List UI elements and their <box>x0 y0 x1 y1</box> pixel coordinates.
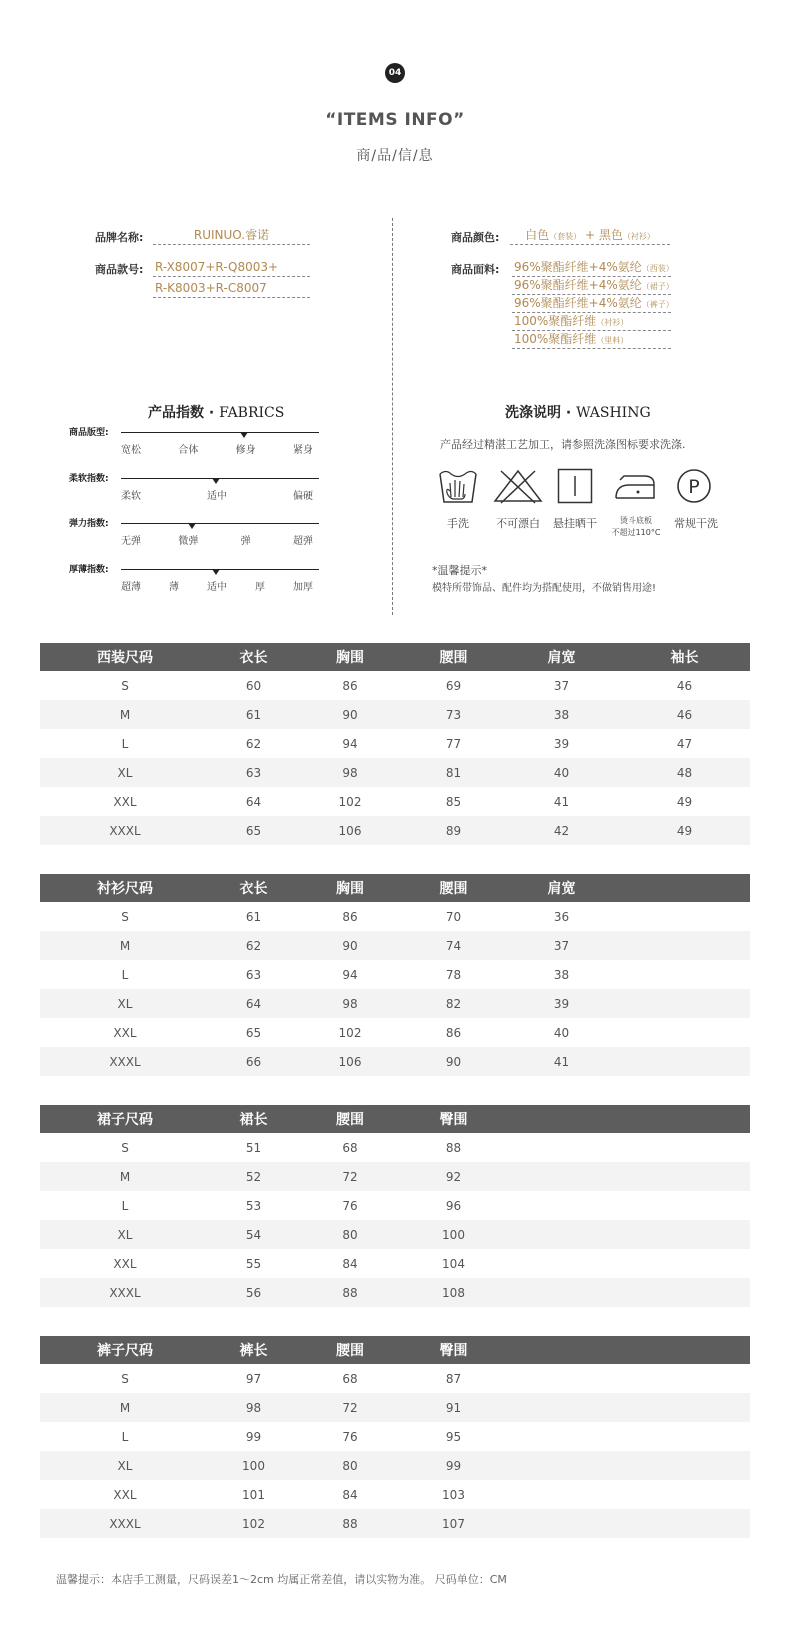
table-cell <box>619 1162 750 1191</box>
fabric-item: 96%聚酯纤维+4%氨纶（裙子） <box>512 277 671 295</box>
table-cell: 92 <box>403 1162 504 1191</box>
color-note-shirt: （衬衫） <box>622 232 655 241</box>
table-cell: 63 <box>210 758 297 787</box>
scale-marker-icon <box>240 432 248 438</box>
vertical-divider <box>392 218 393 615</box>
svg-text:P: P <box>688 476 700 498</box>
table-header-cell <box>619 1336 750 1364</box>
scale-tick-label: 微弹 <box>178 536 199 547</box>
table-cell: 98 <box>297 989 403 1018</box>
table-row <box>40 1220 750 1249</box>
table-cell: 90 <box>403 1047 504 1076</box>
table-cell: 96 <box>445 1198 462 1213</box>
size-table <box>40 1336 750 1538</box>
table-cell: 63 <box>245 967 262 982</box>
dry-clean-icon <box>676 468 712 504</box>
scale-marker-icon <box>212 478 220 484</box>
table-cell: XL <box>40 989 210 1018</box>
table-cell: 61 <box>210 700 297 729</box>
table-cell: 103 <box>442 1487 465 1502</box>
page-title: “ITEMS INFO” <box>325 110 465 130</box>
table-cell: 37 <box>504 931 619 960</box>
table-row <box>40 758 750 787</box>
table-cell: 106 <box>297 816 403 845</box>
table-cell: 65 <box>210 816 297 845</box>
table-header-cell: 衣长 <box>210 874 297 902</box>
table-cell: 104 <box>442 1256 465 1271</box>
scale-line <box>121 432 319 433</box>
table-cell: 48 <box>619 758 750 787</box>
table-row <box>40 931 750 960</box>
table-cell: 51 <box>245 1140 262 1155</box>
table-header-cell: 腰围 <box>403 643 504 671</box>
table-row <box>40 729 750 758</box>
scale-tick-label: 偏硬 <box>293 491 313 502</box>
table-cell: 53 <box>245 1198 262 1213</box>
table-row <box>40 1047 750 1076</box>
table-cell: 56 <box>210 1278 297 1307</box>
table-cell: 41 <box>553 794 570 809</box>
table-cell: 100 <box>210 1451 297 1480</box>
table-cell: M <box>40 700 210 729</box>
table-cell <box>504 1249 619 1278</box>
scale-tick-label: 适中 <box>207 582 227 593</box>
table-cell: 106 <box>297 1047 403 1076</box>
table-header-cell: 胸围 <box>297 643 403 671</box>
table-cell: 88 <box>445 1140 462 1155</box>
table-header-cell: 西装尺码 <box>40 643 210 671</box>
table-cell: XXL <box>113 1256 137 1271</box>
table-cell: 99 <box>403 1451 504 1480</box>
table-cell: 38 <box>504 700 619 729</box>
table-cell: 90 <box>297 931 403 960</box>
scale-tick-label: 加厚 <box>293 582 313 593</box>
color-plus: + <box>584 228 596 242</box>
code-value-line1: R-X8007+R-Q8003+ <box>153 259 310 277</box>
tip-text: 模特所带饰品、配件均为搭配使用，不做销售用途! <box>432 583 657 594</box>
table-cell: XXL <box>113 794 137 809</box>
table-cell <box>619 1451 750 1480</box>
code-label: 商品款号: <box>95 263 144 276</box>
table-cell: 77 <box>445 736 462 751</box>
table-cell: S <box>121 678 129 693</box>
hand-wash-icon <box>437 469 479 505</box>
table-header-cell: 裤长 <box>210 1336 297 1364</box>
no-bleach-label: 不可漂白 <box>496 517 540 530</box>
iron-icon <box>612 470 658 502</box>
iron-label: 烫斗底板 不超过110°C <box>611 516 661 537</box>
table-header-cell: 肩宽 <box>504 874 619 902</box>
table-cell: 49 <box>676 794 693 809</box>
table-cell: 47 <box>676 736 693 751</box>
size-table <box>40 1105 750 1307</box>
table-cell: 107 <box>403 1509 504 1538</box>
table-cell <box>504 1480 619 1509</box>
table-row <box>40 1509 750 1538</box>
table-header-cell: 裙子尺码 <box>40 1105 210 1133</box>
table-cell: XL <box>40 758 210 787</box>
table-cell: 99 <box>245 1429 262 1444</box>
table-cell: 98 <box>297 758 403 787</box>
size-table <box>40 874 750 1076</box>
table-cell: 73 <box>403 700 504 729</box>
color-value-black: 黑色 <box>598 228 623 242</box>
scale-tick-label: 厚 <box>255 582 265 593</box>
table-cell <box>504 1393 619 1422</box>
scale-tick-label: 超弹 <box>293 536 313 547</box>
table-cell <box>619 1422 750 1451</box>
table-cell: 89 <box>403 816 504 845</box>
table-cell: 108 <box>403 1278 504 1307</box>
table-cell: 97 <box>245 1371 262 1386</box>
table-header-row <box>40 643 750 671</box>
table-cell: 40 <box>553 1025 570 1040</box>
scale-line <box>121 523 319 524</box>
table-cell: 94 <box>342 736 358 751</box>
code-value-line2: R-K8003+R-C8007 <box>153 280 310 298</box>
table-cell <box>619 1133 750 1162</box>
table-cell: 60 <box>245 678 262 693</box>
table-row <box>40 1480 750 1509</box>
table-cell: 55 <box>245 1256 262 1271</box>
table-cell: 102 <box>210 1509 297 1538</box>
table-header-cell: 裤子尺码 <box>40 1336 210 1364</box>
table-header-cell: 腰围 <box>403 874 504 902</box>
table-cell: S <box>121 1140 129 1155</box>
table-cell: 39 <box>553 736 570 751</box>
table-row <box>40 960 750 989</box>
scale-label: 厚薄指数: <box>69 565 109 575</box>
brand-value: RUINUO.睿诺 <box>153 227 310 245</box>
scale-tick-label: 柔软 <box>121 491 141 502</box>
table-cell <box>504 1451 619 1480</box>
table-cell: XL <box>40 1451 210 1480</box>
table-cell <box>619 1509 750 1538</box>
table-cell: L <box>121 1429 129 1444</box>
table-row <box>40 1278 750 1307</box>
table-cell: M <box>40 1393 210 1422</box>
table-row <box>40 700 750 729</box>
table-cell: 86 <box>342 678 358 693</box>
table-row <box>40 816 750 845</box>
table-cell: XXL <box>113 1025 137 1040</box>
table-cell <box>619 1480 750 1509</box>
table-cell: 94 <box>342 967 358 982</box>
table-cell: 82 <box>403 989 504 1018</box>
table-header-cell <box>619 1105 750 1133</box>
table-cell: 84 <box>342 1256 358 1271</box>
table-header-cell: 腰围 <box>297 1336 403 1364</box>
table-cell: S <box>121 1371 129 1386</box>
scale-tick-label: 紧身 <box>293 445 313 456</box>
table-cell: 102 <box>338 1025 362 1040</box>
washing-title: 洗涤说明 · WASHING <box>505 405 651 421</box>
table-cell <box>619 1047 750 1076</box>
table-cell: 62 <box>245 736 262 751</box>
fabrics-title: 产品指数 · FABRICS <box>148 405 285 421</box>
table-cell <box>619 902 750 931</box>
table-cell: 65 <box>245 1025 262 1040</box>
table-cell: 62 <box>210 931 297 960</box>
table-cell <box>619 931 750 960</box>
table-cell: 100 <box>403 1220 504 1249</box>
table-cell: 64 <box>245 794 262 809</box>
table-cell: 74 <box>403 931 504 960</box>
table-cell <box>619 960 750 989</box>
table-cell: 84 <box>342 1487 358 1502</box>
table-cell: L <box>121 967 129 982</box>
table-row <box>40 1018 750 1047</box>
hang-dry-icon <box>557 468 593 504</box>
scale-label: 弹力指数: <box>69 519 109 529</box>
table-cell <box>619 1220 750 1249</box>
table-cell <box>504 1191 619 1220</box>
scale-tick-label: 薄 <box>169 582 179 593</box>
hand-wash-label: 手洗 <box>447 517 469 530</box>
table-cell: 68 <box>342 1371 358 1386</box>
table-row <box>40 671 750 700</box>
fabric-item: 96%聚酯纤维+4%氨纶（裤子） <box>512 295 671 313</box>
table-cell: 98 <box>210 1393 297 1422</box>
brand-label: 品牌名称: <box>95 231 144 244</box>
table-row <box>40 1422 750 1451</box>
table-row <box>40 1191 750 1220</box>
table-row <box>40 787 750 816</box>
tip-title: *温馨提示* <box>432 564 487 577</box>
table-cell: 49 <box>619 816 750 845</box>
table-cell: 91 <box>403 1393 504 1422</box>
table-cell: XXL <box>113 1487 137 1502</box>
table-cell: 86 <box>445 1025 462 1040</box>
table-header-cell: 裙长 <box>210 1105 297 1133</box>
table-header-row <box>40 874 750 902</box>
table-cell: 37 <box>553 678 570 693</box>
table-cell: 68 <box>342 1140 358 1155</box>
table-cell: 54 <box>210 1220 297 1249</box>
table-row <box>40 1249 750 1278</box>
table-header-cell: 腰围 <box>297 1105 403 1133</box>
table-cell: 46 <box>619 700 750 729</box>
table-row <box>40 902 750 931</box>
scale-label: 柔软指数: <box>69 474 109 484</box>
table-cell <box>504 1278 619 1307</box>
scale-tick-label: 宽松 <box>121 445 141 456</box>
table-cell: 101 <box>242 1487 265 1502</box>
table-cell: 85 <box>445 794 462 809</box>
table-cell: XXXL <box>40 816 210 845</box>
table-cell <box>619 1249 750 1278</box>
table-cell: 72 <box>297 1162 403 1191</box>
table-cell: 39 <box>504 989 619 1018</box>
table-cell: XXXL <box>40 1047 210 1076</box>
table-cell: 69 <box>445 678 462 693</box>
table-cell <box>619 1278 750 1307</box>
table-row <box>40 1133 750 1162</box>
scale-tick-label: 适中 <box>207 491 227 502</box>
table-row <box>40 1162 750 1191</box>
table-cell: 87 <box>445 1371 462 1386</box>
table-cell: L <box>121 1198 129 1213</box>
table-cell <box>619 1018 750 1047</box>
table-cell: 40 <box>504 758 619 787</box>
table-cell: XXXL <box>40 1509 210 1538</box>
table-header-row <box>40 1105 750 1133</box>
table-header-cell: 衬衫尺码 <box>40 874 210 902</box>
fabric-item: 100%聚酯纤维（衬衫） <box>512 313 671 331</box>
table-header-cell <box>619 874 750 902</box>
scale-marker-icon <box>212 569 220 575</box>
hang-dry-label: 悬挂晒干 <box>553 517 597 530</box>
table-cell <box>504 1162 619 1191</box>
size-table <box>40 643 750 845</box>
table-cell: 72 <box>297 1393 403 1422</box>
table-row <box>40 1393 750 1422</box>
no-bleach-icon <box>492 468 544 504</box>
table-cell <box>504 1509 619 1538</box>
color-value-white: 白色 <box>525 228 550 242</box>
scale-marker-icon <box>188 523 196 529</box>
table-cell: M <box>40 1162 210 1191</box>
fabric-item: 100%聚酯纤维（里料） <box>512 331 671 349</box>
table-cell <box>504 1220 619 1249</box>
table-row <box>40 1364 750 1393</box>
table-cell: M <box>40 931 210 960</box>
scale-tick-label: 超薄 <box>121 582 141 593</box>
table-row <box>40 1451 750 1480</box>
table-cell: XL <box>40 1220 210 1249</box>
table-cell: 76 <box>342 1198 358 1213</box>
table-cell: XXXL <box>40 1278 210 1307</box>
scale-tick-label: 弹 <box>240 536 251 547</box>
table-cell: L <box>121 736 129 751</box>
table-cell: 102 <box>338 794 362 809</box>
table-cell: 38 <box>553 967 570 982</box>
table-cell <box>619 989 750 1018</box>
table-header-row <box>40 1336 750 1364</box>
scale-tick-label: 无弹 <box>121 536 141 547</box>
dry-clean-label: 常规干洗 <box>674 517 718 530</box>
table-cell: 86 <box>342 909 358 924</box>
table-cell: 80 <box>297 1451 403 1480</box>
table-cell <box>619 1191 750 1220</box>
footer-note: 温馨提示：本店手工测量，尺码误差1～2cm 均属正常差值，请以实物为准。 尺码单位：CM <box>56 1573 507 1586</box>
table-cell <box>504 1364 619 1393</box>
table-cell: 81 <box>403 758 504 787</box>
page-subtitle: 商/品/信/息 <box>356 148 434 164</box>
table-cell: 61 <box>245 909 262 924</box>
scale-tick-label: 修身 <box>235 445 256 456</box>
washing-description: 产品经过精湛工艺加工，请参照洗涤图标要求洗涤. <box>440 438 686 451</box>
table-cell: 78 <box>445 967 462 982</box>
table-header-cell: 胸围 <box>297 874 403 902</box>
scale-label: 商品版型: <box>69 428 109 438</box>
table-cell: 90 <box>297 700 403 729</box>
table-cell <box>619 1393 750 1422</box>
table-header-cell: 肩宽 <box>504 643 619 671</box>
fabric-item: 96%聚酯纤维+4%氨纶（西装） <box>512 259 671 277</box>
table-cell: 52 <box>210 1162 297 1191</box>
table-header-cell <box>504 1105 619 1133</box>
table-cell: 36 <box>553 909 570 924</box>
color-value <box>510 227 670 245</box>
table-header-cell: 臀围 <box>403 1336 504 1364</box>
table-cell: 88 <box>297 1509 403 1538</box>
table-header-cell: 衣长 <box>210 643 297 671</box>
fabric-label: 商品面料: <box>451 263 500 276</box>
table-cell: 95 <box>445 1429 462 1444</box>
table-row <box>40 989 750 1018</box>
scale-tick-label: 合体 <box>178 445 199 456</box>
table-header-cell <box>504 1336 619 1364</box>
table-cell: 76 <box>342 1429 358 1444</box>
table-cell: 64 <box>210 989 297 1018</box>
table-cell: 80 <box>297 1220 403 1249</box>
table-cell: 66 <box>210 1047 297 1076</box>
table-cell: 88 <box>297 1278 403 1307</box>
table-header-cell: 臀围 <box>403 1105 504 1133</box>
table-cell <box>504 1422 619 1451</box>
table-header-cell: 袖长 <box>619 643 750 671</box>
table-cell: 70 <box>445 909 462 924</box>
color-note-suit: （套装） <box>549 232 582 241</box>
table-cell <box>619 1364 750 1393</box>
color-label: 商品颜色: <box>451 231 500 244</box>
table-cell: 42 <box>504 816 619 845</box>
table-cell: 46 <box>676 678 693 693</box>
table-cell: S <box>121 909 129 924</box>
table-cell <box>504 1133 619 1162</box>
table-cell: 41 <box>504 1047 619 1076</box>
section-number-badge: 04 <box>385 63 405 83</box>
